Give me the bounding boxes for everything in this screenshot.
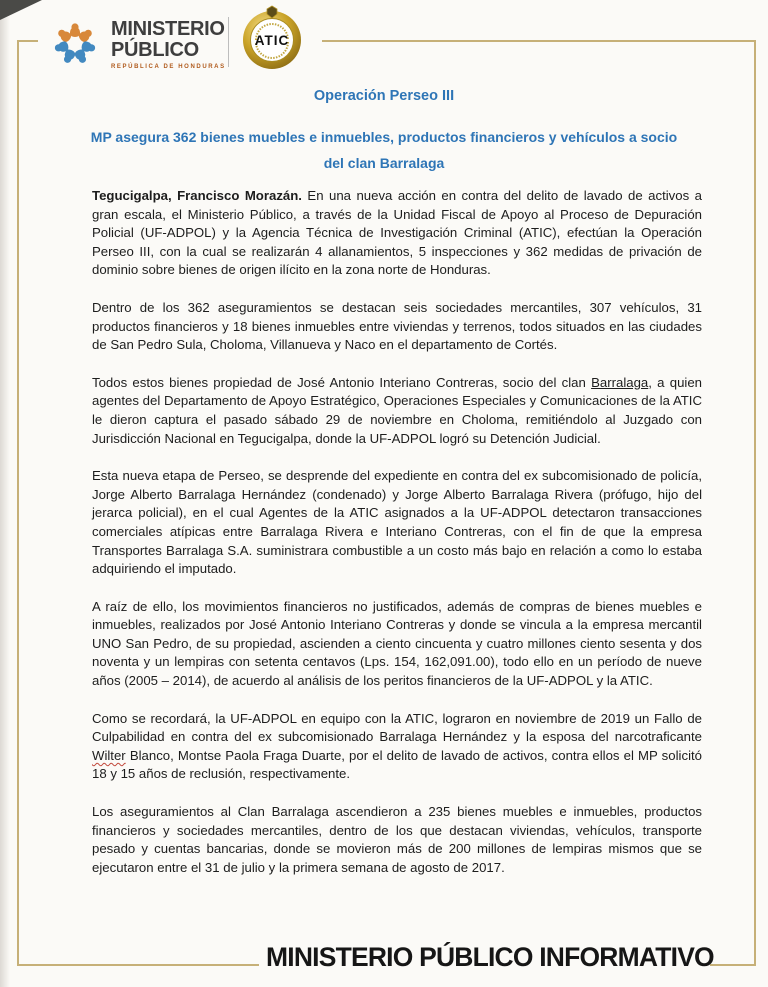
- frame-border-bottom-left: [17, 964, 259, 966]
- atic-seal-icon: [239, 5, 305, 71]
- paragraph-7: Los aseguramientos al Clan Barralaga ascendieron a 235 bienes muebles e inmuebles, productos financieros y sociedades mercantiles, dentro de los que destacan viviendas, vehículos, transporte pesado y cuentas bancarias, donde se movieron más de 200 millones de lempiras mismos que se ejecutaron entre el 31 de julio y la primera semana de agosto de 2017.: [92, 804, 702, 875]
- paragraph-1: Tegucigalpa, Francisco Morazán. En una nueva acción en contra del delito de lavado de activos a gran escala, el Ministerio Público, a través de la Unidad Fiscal de Apoyo al Proceso de Depuración Policial (UF-ADPOL) y la Agencia Técnica de Investigación Criminal (ATIC), efectúan la Operación Perseo III, con la cual se realizarán 4 allanamientos, 5 inspecciones y 362 medidas de privación de dominio sobre bienes de origen ilícito en la zona norte de Honduras.: [92, 188, 702, 278]
- letterhead: [0, 0, 768, 80]
- page-edge-shadow: [0, 0, 10, 987]
- paragraph-5: A raíz de ello, los movimientos financieros no justificados, además de compras de bienes muebles e inmuebles, realizados por José Antonio Interiano Contreras y donde se vincula a la empresa mercantil UNO San Pedro, de su propiedad, ascienden a ciento cincuenta y cuatro millones ciento sesenta y dos noventa y un lempiras con setenta centavos (Lps. 154, 162,091.00), todo ello en un período de nueve años (2005 – 2014), de acuerdo al análisis de los peritos financieros de la UF-ADPOL y la ATIC.: [92, 598, 702, 689]
- mp-wordmark-line1: MINISTERIO: [111, 18, 225, 40]
- paragraph-3: Todos estos bienes propiedad de José Antonio Interiano Contreras, socio del clan Barralaga, a quien agentes del Departamento de Apoyo Estratégico, Operaciones Especiales y Comunicaciones de la ATIC le dieron captura el pasado sábado 29 de noviembre en Choloma, remitiéndolo al Juzgado con Jurisdicción Nacional en Tegucigalpa, donde la UF-ADPOL logró su Detención Judicial.: [92, 374, 703, 446]
- mp-wordmark-line2: PÚBLICO: [111, 39, 199, 61]
- frame-border-left: [17, 40, 19, 966]
- frame-border-bottom-right: [710, 964, 756, 966]
- paragraph-4: Esta nueva etapa de Perseo, se desprende del expediente en contra del ex subcomisionado de policía, Jorge Alberto Barralaga Hernández (condenado) y Jorge Alberto Barralaga Rivera (prófugo, hijo del jerarca policial), en el cual Agentes de la ATIC asignados a la UF-ADPOL detectaron transacciones comerciales atípicas entre Barralaga Rivera e Interiano Contreras, con el fin de que la empresa Transportes Barralaga S.A. suministrara combustible a un costo más bajo en relación a como lo estaba adquiriendo el imputado.: [92, 468, 702, 577]
- frame-border-right: [754, 40, 756, 966]
- footer-banner: MINISTERIO PÚBLICO INFORMATIVO: [266, 942, 714, 972]
- paragraph-2: Dentro de los 362 aseguramientos se destacan seis sociedades mercantiles, 307 vehículos, 31 productos financieros y 18 bienes inmuebles entre viviendas y terrenos, todos situados en las ciudades de San Pedro Sula, Choloma, Villanueva y Naco en el departamento de Cortés.: [92, 299, 702, 353]
- article-body: [92, 187, 702, 896]
- ministerio-publico-wordmark: [111, 19, 226, 70]
- press-release-headline: MP asegura 362 bienes muebles e inmuebles, productos financieros y vehículos a socio del clan Barralaga: [90, 129, 678, 171]
- atic-seal-label: ATIC: [254, 33, 290, 48]
- paragraph-6: Como se recordará, la UF-ADPOL en equipo con la ATIC, lograron en noviembre de 2019 un Fallo de Culpabilidad en contra del ex subcomisionado Barralaga Hernández y la esposa del narcotraficante Wilter Blanco, Montse Paola Fraga Duarte, por el delito de lavado de activos, contra ellos el MP solicitó 18 y 15 años de reclusión, respectivamente.: [92, 710, 702, 782]
- operation-title: Operación Perseo III: [313, 88, 455, 104]
- ministerio-publico-logo-icon: [45, 12, 105, 74]
- mp-wordmark-subtitle: REPÚBLICA DE HONDURAS: [111, 64, 226, 70]
- logo-divider: [228, 17, 229, 67]
